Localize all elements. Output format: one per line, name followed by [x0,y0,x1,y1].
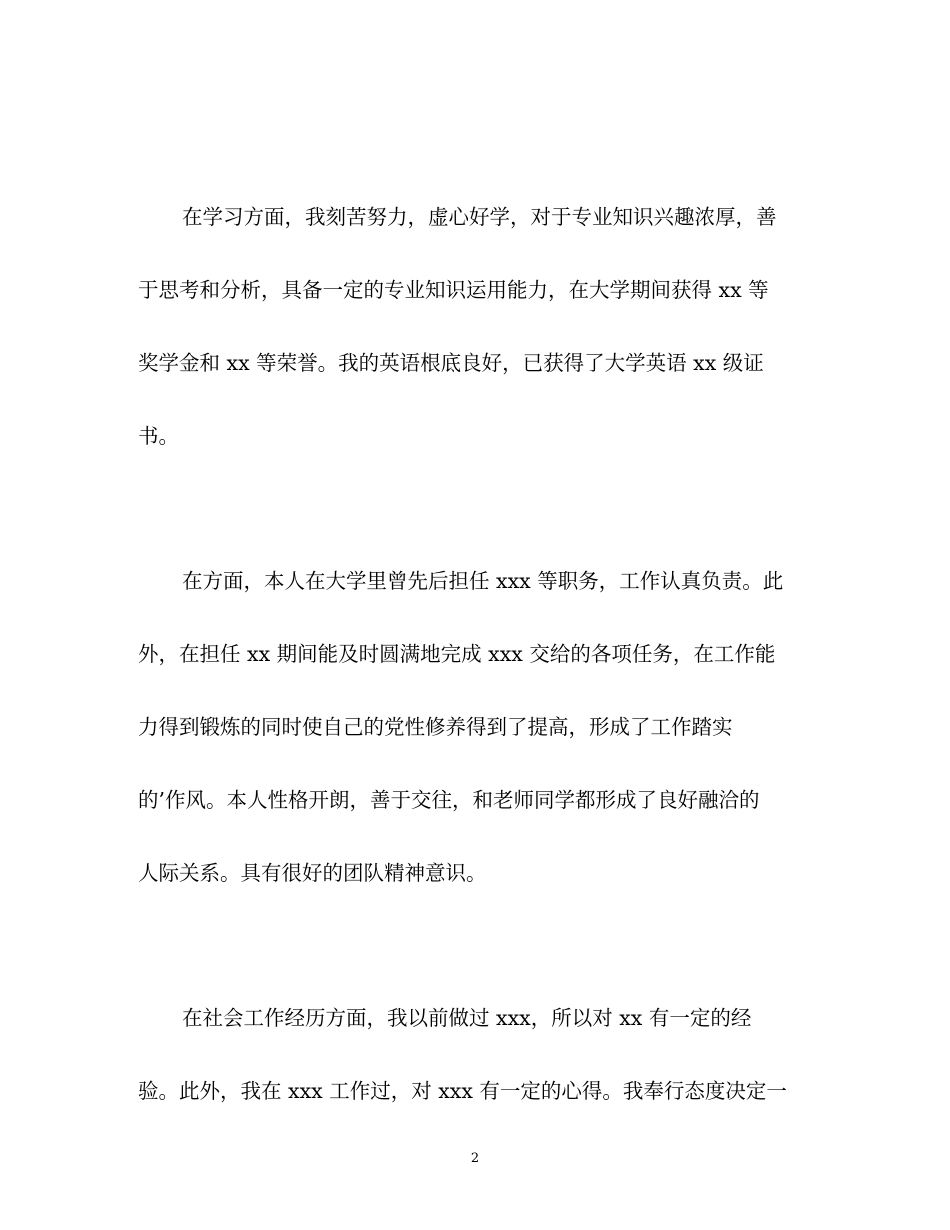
text-line: 在学习方面，我刻苦努力，虚心好学，对于专业知识兴趣浓厚，善 [182,205,777,229]
text-line: 验。此外，我在 xxx 工作过，对 xxx 有一定的心得。我奉行态度决定一 [138,1079,787,1103]
text-line: 在方面，本人在大学里曾先后担任 xxx 等职务，工作认真负责。此 [182,569,784,593]
text-line: 在社会工作经历方面，我以前做过 xxx，所以对 xx 有一定的经 [182,1006,752,1030]
page-number: 2 [470,1151,480,1166]
text-line: 外，在担任 xx 期间能及时圆满地完成 xxx 交给的各项任务，在工作能 [138,642,776,666]
text-line: 力得到锻炼的同时使自己的党性修养得到了提高，形成了工作踏实 [138,715,733,739]
text-line: 的’作风。本人性格开朗，善于交往，和老师同学都形成了良好融洽的 [138,788,760,812]
text-line: 书。 [138,424,179,448]
text-line: 于思考和分析，具备一定的专业知识运用能力，在大学期间获得 xx 等 [138,278,769,302]
text-line: 奖学金和 xx 等荣誉。我的英语根底良好，已获得了大学英语 xx 级证 [138,351,764,375]
text-line: 人际关系。具有很好的团队精神意识。 [138,861,487,885]
